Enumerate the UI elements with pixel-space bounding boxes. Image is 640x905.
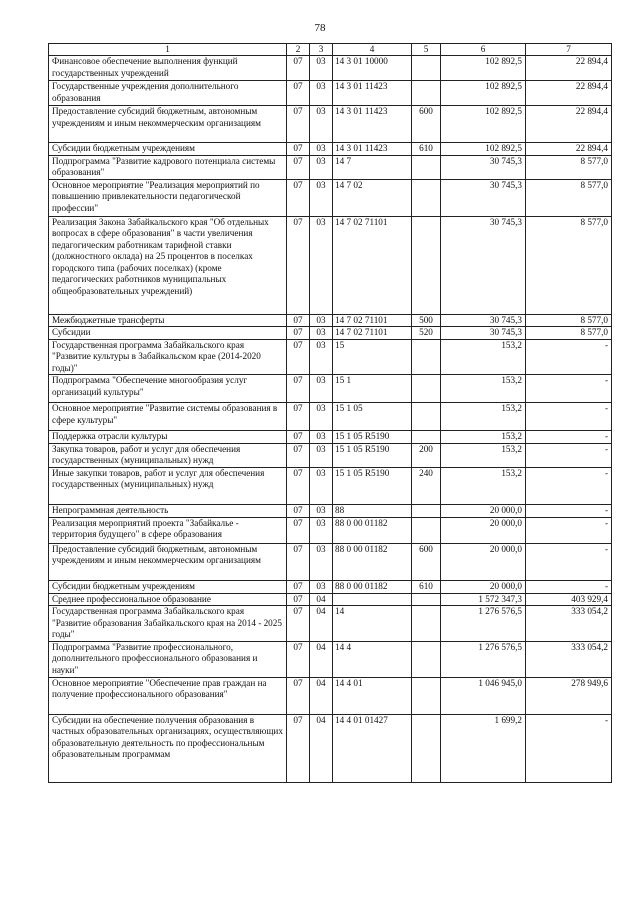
amount-col7: 403 929,4 [526,593,612,606]
table-row [49,517,612,543]
subsection-code: 03 [310,403,333,431]
section-code: 07 [287,143,310,156]
section-code: 07 [287,216,310,314]
row-name: Среднее профессиональное образование [49,593,287,606]
amount-col6: 1 699,2 [441,714,526,782]
expense-type-code: 200 [412,443,441,467]
amount-col7: 333 054,2 [526,606,612,642]
expense-type-code [412,641,441,677]
amount-col6: 102 892,5 [441,143,526,156]
amount-col7: - [526,517,612,543]
subsection-code: 04 [310,677,333,714]
section-code: 07 [287,677,310,714]
amount-col7: 333 054,2 [526,641,612,677]
amount-col7: 22 894,4 [526,143,612,156]
amount-col7: - [526,467,612,504]
amount-col7: - [526,504,612,517]
table-row [49,467,612,504]
target-article-code: 88 [333,504,412,517]
subsection-code: 03 [310,431,333,444]
section-code: 07 [287,606,310,642]
amount-col6: 30 745,3 [441,216,526,314]
expense-type-code: 610 [412,580,441,593]
target-article-code: 14 4 [333,641,412,677]
expense-type-code: 240 [412,467,441,504]
target-article-code [333,593,412,606]
table-row [49,314,612,327]
row-name: Субсидии [49,327,287,340]
target-article-code: 14 3 01 10000 [333,56,412,81]
amount-col6: 153,2 [441,443,526,467]
section-code: 07 [287,641,310,677]
table-row [49,504,612,517]
table-row [49,81,612,106]
expense-type-code [412,375,441,403]
subsection-code: 03 [310,216,333,314]
amount-col7: - [526,375,612,403]
row-name: Подпрограмма "Развитие профессионального, дополнительного профессионального образования и науки" [49,641,287,677]
table-row [49,593,612,606]
subsection-code: 04 [310,641,333,677]
row-name: Государственная программа Забайкальского края "Развитие образования Забайкальского края на 2014 - 2025 годы" [49,606,287,642]
amount-col7: 8 577,0 [526,179,612,216]
row-name: Подпрограмма "Обеспечение многообразия услуг организаций культуры" [49,375,287,403]
subsection-code: 04 [310,593,333,606]
amount-col6: 1 276 576,5 [441,641,526,677]
amount-col6: 153,2 [441,339,526,375]
subsection-code: 03 [310,517,333,543]
amount-col7: 8 577,0 [526,327,612,340]
row-name: Субсидии на обеспечение получения образования в частных образовательных организациях, осуществляющих образовательную деятельность по профессиональным образовательным программам [49,714,287,782]
subsection-code: 03 [310,143,333,156]
section-code: 07 [287,56,310,81]
row-name: Межбюджетные трансферты [49,314,287,327]
target-article-code: 14 7 02 71101 [333,314,412,327]
target-article-code: 88 0 00 01182 [333,580,412,593]
row-name: Основное мероприятие "Реализация мероприятий по повышению привлекательности педагогической профессии" [49,179,287,216]
subsection-code: 03 [310,81,333,106]
page-number: 78 [314,22,326,34]
section-code: 07 [287,403,310,431]
target-article-code: 14 3 01 11423 [333,143,412,156]
expense-type-code [412,56,441,81]
subsection-code: 03 [310,375,333,403]
target-article-code: 14 7 02 [333,179,412,216]
section-code: 07 [287,179,310,216]
table-row [49,327,612,340]
budget-table [48,43,612,783]
subsection-code: 03 [310,467,333,504]
section-code: 07 [287,339,310,375]
subsection-code: 03 [310,155,333,179]
amount-col6: 20 000,0 [441,504,526,517]
amount-col6: 1 046 945,0 [441,677,526,714]
amount-col7: 8 577,0 [526,314,612,327]
amount-col6: 153,2 [441,375,526,403]
row-name: Поддержка отрасли культуры [49,431,287,444]
expense-type-code [412,431,441,444]
target-article-code: 14 3 01 11423 [333,81,412,106]
table-row [49,443,612,467]
table-row [49,580,612,593]
amount-col6: 102 892,5 [441,106,526,143]
amount-col6: 1 276 576,5 [441,606,526,642]
amount-col7: 22 894,4 [526,81,612,106]
target-article-code: 15 [333,339,412,375]
amount-col6: 30 745,3 [441,314,526,327]
amount-col7: 8 577,0 [526,155,612,179]
table-row [49,606,612,642]
section-code: 07 [287,580,310,593]
table-row [49,543,612,580]
expense-type-code: 500 [412,314,441,327]
target-article-code: 15 1 05 [333,403,412,431]
table-header-row [49,44,612,56]
column-header: 3 [310,44,333,56]
target-article-code: 14 7 02 71101 [333,216,412,314]
row-name: Субсидии бюджетным учреждениям [49,143,287,156]
subsection-code: 03 [310,504,333,517]
target-article-code: 14 [333,606,412,642]
amount-col6: 1 572 347,3 [441,593,526,606]
column-header: 5 [412,44,441,56]
row-name: Государственная программа Забайкальского края "Развитие культуры в Забайкальском крае (2014-2020 годы)" [49,339,287,375]
row-name: Государственные учреждения дополнительного образования [49,81,287,106]
expense-type-code [412,593,441,606]
amount-col7: 278 949,6 [526,677,612,714]
expense-type-code: 600 [412,543,441,580]
row-name: Предоставление субсидий бюджетным, автономным учреждениям и иным некоммерческим организациям [49,106,287,143]
expense-type-code [412,677,441,714]
section-code: 07 [287,155,310,179]
section-code: 07 [287,467,310,504]
subsection-code: 04 [310,714,333,782]
amount-col6: 153,2 [441,403,526,431]
section-code: 07 [287,443,310,467]
amount-col7: - [526,580,612,593]
amount-col7: - [526,431,612,444]
subsection-code: 03 [310,543,333,580]
section-code: 07 [287,714,310,782]
column-header: 1 [49,44,287,56]
section-code: 07 [287,543,310,580]
section-code: 07 [287,327,310,340]
amount-col7: 22 894,4 [526,56,612,81]
amount-col6: 30 745,3 [441,179,526,216]
target-article-code: 88 0 00 01182 [333,543,412,580]
target-article-code: 14 7 02 71101 [333,327,412,340]
section-code: 07 [287,375,310,403]
subsection-code: 03 [310,339,333,375]
target-article-code: 15 1 05 R5190 [333,467,412,504]
table-row [49,143,612,156]
table-row [49,431,612,444]
section-code: 07 [287,431,310,444]
row-name: Подпрограмма "Развитие кадрового потенциала системы образования" [49,155,287,179]
amount-col6: 153,2 [441,431,526,444]
section-code: 07 [287,517,310,543]
expense-type-code [412,155,441,179]
table-row [49,216,612,314]
row-name: Основное мероприятие "Обеспечение прав граждан на получение профессионального образования" [49,677,287,714]
section-code: 07 [287,106,310,143]
row-name: Финансовое обеспечение выполнения функций государственных учреждений [49,56,287,81]
expense-type-code [412,81,441,106]
row-name: Иные закупки товаров, работ и услуг для обеспечения государственных (муниципальных) нужд [49,467,287,504]
target-article-code: 14 3 01 11423 [333,106,412,143]
expense-type-code [412,179,441,216]
row-name: Реализация мероприятий проекта "Забайкалье - территория будущего" в сфере образования [49,517,287,543]
subsection-code: 03 [310,179,333,216]
amount-col7: 8 577,0 [526,216,612,314]
table-row [49,403,612,431]
section-code: 07 [287,81,310,106]
amount-col7: - [526,443,612,467]
table-row [49,641,612,677]
row-name: Основное мероприятие "Развитие системы образования в сфере культуры" [49,403,287,431]
row-name: Предоставление субсидий бюджетным, автономным учреждениям и иным некоммерческим организациям [49,543,287,580]
section-code: 07 [287,593,310,606]
table-row [49,106,612,143]
row-name: Реализация Закона Забайкальского края "Об отдельных вопросах в сфере образования" в части увеличения педагогическим работникам тарифной ставки (должностного оклада) на 25 процентов в поселках городского типа (рабочих поселках) (кроме педагогических работников муниципальных общеобразовательных учреждений) [49,216,287,314]
expense-type-code [412,606,441,642]
subsection-code: 04 [310,606,333,642]
amount-col7: - [526,714,612,782]
expense-type-code [412,403,441,431]
row-name: Закупка товаров, работ и услуг для обеспечения государственных (муниципальных) нужд [49,443,287,467]
amount-col6: 102 892,5 [441,81,526,106]
amount-col6: 20 000,0 [441,543,526,580]
column-header: 6 [441,44,526,56]
expense-type-code: 600 [412,106,441,143]
column-header: 2 [287,44,310,56]
expense-type-code [412,339,441,375]
amount-col6: 102 892,5 [441,56,526,81]
expense-type-code: 520 [412,327,441,340]
subsection-code: 03 [310,580,333,593]
expense-type-code [412,714,441,782]
subsection-code: 03 [310,327,333,340]
target-article-code: 14 7 [333,155,412,179]
expense-type-code [412,517,441,543]
table-row [49,677,612,714]
subsection-code: 03 [310,56,333,81]
expense-type-code [412,216,441,314]
section-code: 07 [287,314,310,327]
row-name: Субсидии бюджетным учреждениям [49,580,287,593]
column-header: 7 [526,44,612,56]
table-row [49,714,612,782]
subsection-code: 03 [310,443,333,467]
target-article-code: 14 4 01 01427 [333,714,412,782]
amount-col6: 20 000,0 [441,580,526,593]
amount-col6: 30 745,3 [441,155,526,179]
subsection-code: 03 [310,314,333,327]
table-row [49,155,612,179]
target-article-code: 14 4 01 [333,677,412,714]
amount-col7: - [526,339,612,375]
amount-col7: - [526,543,612,580]
row-name: Непрограммная деятельность [49,504,287,517]
section-code: 07 [287,504,310,517]
target-article-code: 88 0 00 01182 [333,517,412,543]
target-article-code: 15 1 05 R5190 [333,443,412,467]
table-row [49,375,612,403]
target-article-code: 15 1 05 R5190 [333,431,412,444]
amount-col7: - [526,403,612,431]
table-row [49,179,612,216]
subsection-code: 03 [310,106,333,143]
expense-type-code: 610 [412,143,441,156]
table-row [49,56,612,81]
amount-col6: 20 000,0 [441,517,526,543]
expense-type-code [412,504,441,517]
amount-col6: 30 745,3 [441,327,526,340]
table-row [49,339,612,375]
column-header: 4 [333,44,412,56]
target-article-code: 15 1 [333,375,412,403]
amount-col6: 153,2 [441,467,526,504]
amount-col7: 22 894,4 [526,106,612,143]
